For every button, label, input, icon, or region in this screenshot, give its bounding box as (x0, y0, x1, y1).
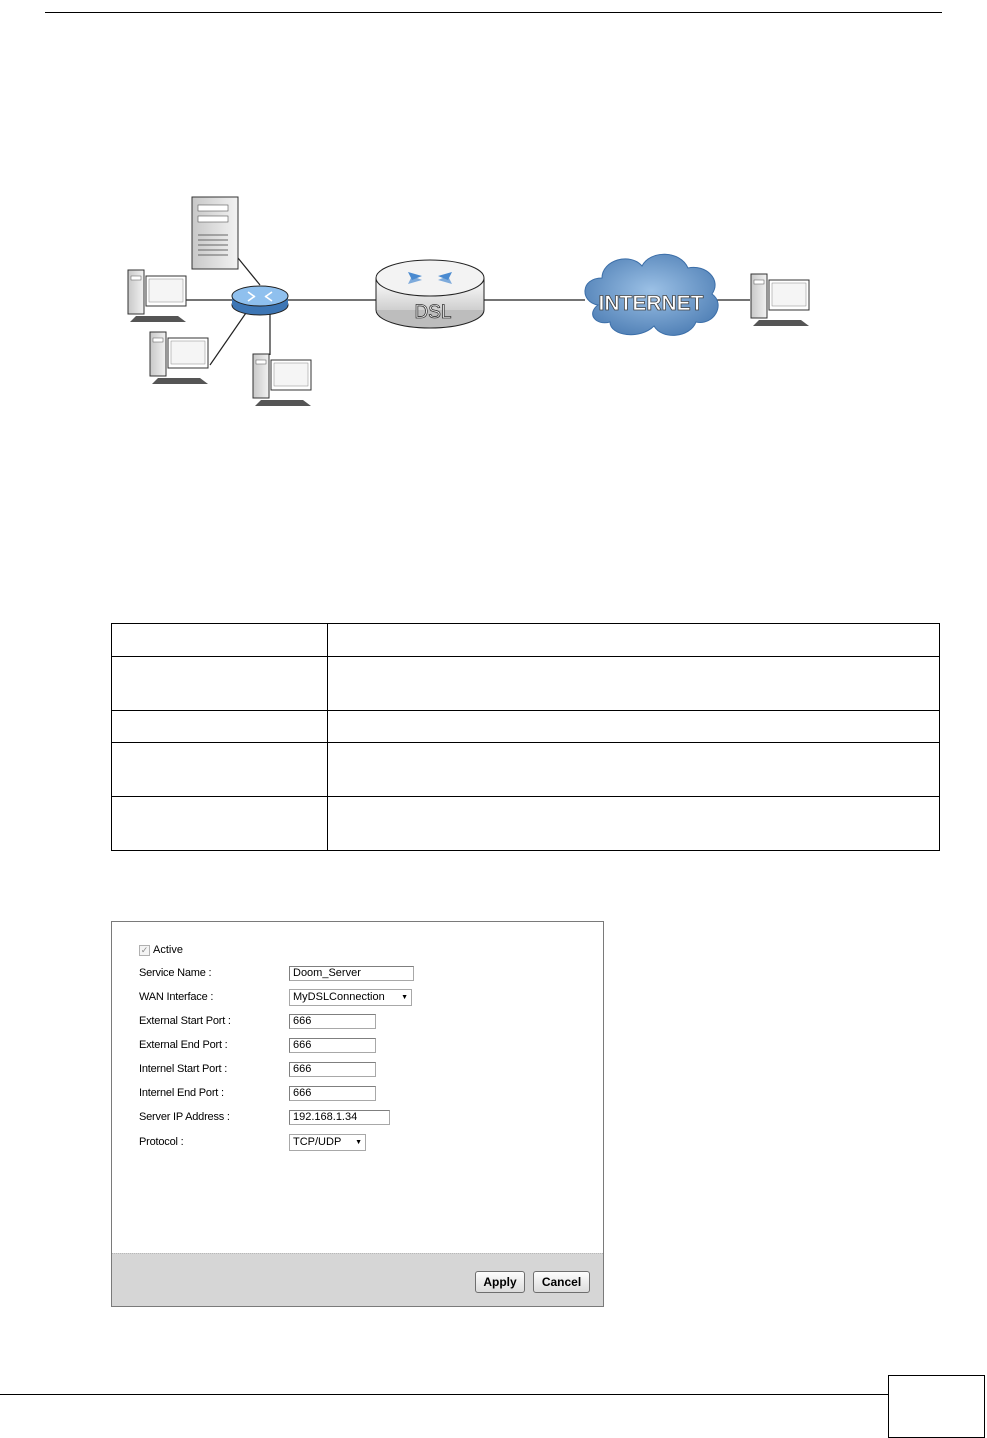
table-row (112, 657, 940, 711)
button-bar (112, 1253, 603, 1306)
switch-icon (232, 286, 288, 315)
table-cell (112, 657, 328, 711)
header-rule (45, 12, 942, 13)
active-label: Active (153, 944, 183, 956)
chevron-down-icon: ▼ (401, 994, 408, 1001)
internal-start-port-input[interactable]: 666 (289, 1062, 376, 1077)
page-number-box (888, 1375, 985, 1438)
apply-button[interactable]: Apply (475, 1271, 525, 1293)
wan-interface-label: WAN Interface : (139, 991, 214, 1003)
computer-icon (751, 274, 809, 326)
cloud-label: INTERNET (598, 292, 704, 315)
table-cell (328, 797, 940, 851)
server-ip-label: Server IP Address : (139, 1111, 230, 1123)
port-forwarding-screen (111, 921, 604, 1307)
external-start-port-input[interactable]: 666 (289, 1014, 376, 1029)
table-row (112, 743, 940, 797)
service-name-input[interactable]: Doom_Server (289, 966, 414, 981)
internal-start-port-label: Internel Start Port : (139, 1063, 228, 1075)
external-start-port-label: External Start Port : (139, 1015, 231, 1027)
router-label: DSL (414, 302, 452, 323)
table-row (112, 711, 940, 743)
wan-interface-select[interactable] (289, 989, 412, 1006)
table-cell (328, 743, 940, 797)
active-row[interactable] (139, 942, 183, 958)
table-cell (328, 657, 940, 711)
internal-end-port-input[interactable]: 666 (289, 1086, 376, 1101)
computer-icon (150, 332, 208, 384)
chevron-down-icon: ▼ (355, 1139, 362, 1146)
server-ip-input[interactable]: 192.168.1.34 (289, 1110, 390, 1125)
service-name-label: Service Name : (139, 967, 212, 979)
active-checkbox[interactable]: ✓ (140, 944, 149, 955)
protocol-select[interactable] (289, 1134, 366, 1151)
internal-end-port-label: Internel End Port : (139, 1087, 224, 1099)
external-end-port-label: External End Port : (139, 1039, 228, 1051)
network-diagram (110, 180, 830, 410)
table-cell (112, 711, 328, 743)
protocol-value: TCP/UDP (293, 1136, 342, 1148)
table-cell (112, 797, 328, 851)
table-cell (112, 743, 328, 797)
table-cell (328, 711, 940, 743)
table-cell (112, 624, 328, 657)
table-row (112, 624, 940, 657)
external-end-port-input[interactable]: 666 (289, 1038, 376, 1053)
table-row (112, 797, 940, 851)
footer-rule (0, 1394, 888, 1395)
computer-icon (253, 354, 311, 406)
cancel-button[interactable]: Cancel (533, 1271, 590, 1293)
computer-icon (128, 270, 186, 322)
info-table (111, 623, 940, 851)
protocol-label: Protocol : (139, 1136, 184, 1148)
server-icon (192, 197, 238, 269)
table-cell (328, 624, 940, 657)
wan-interface-value: MyDSLConnection (293, 991, 385, 1003)
